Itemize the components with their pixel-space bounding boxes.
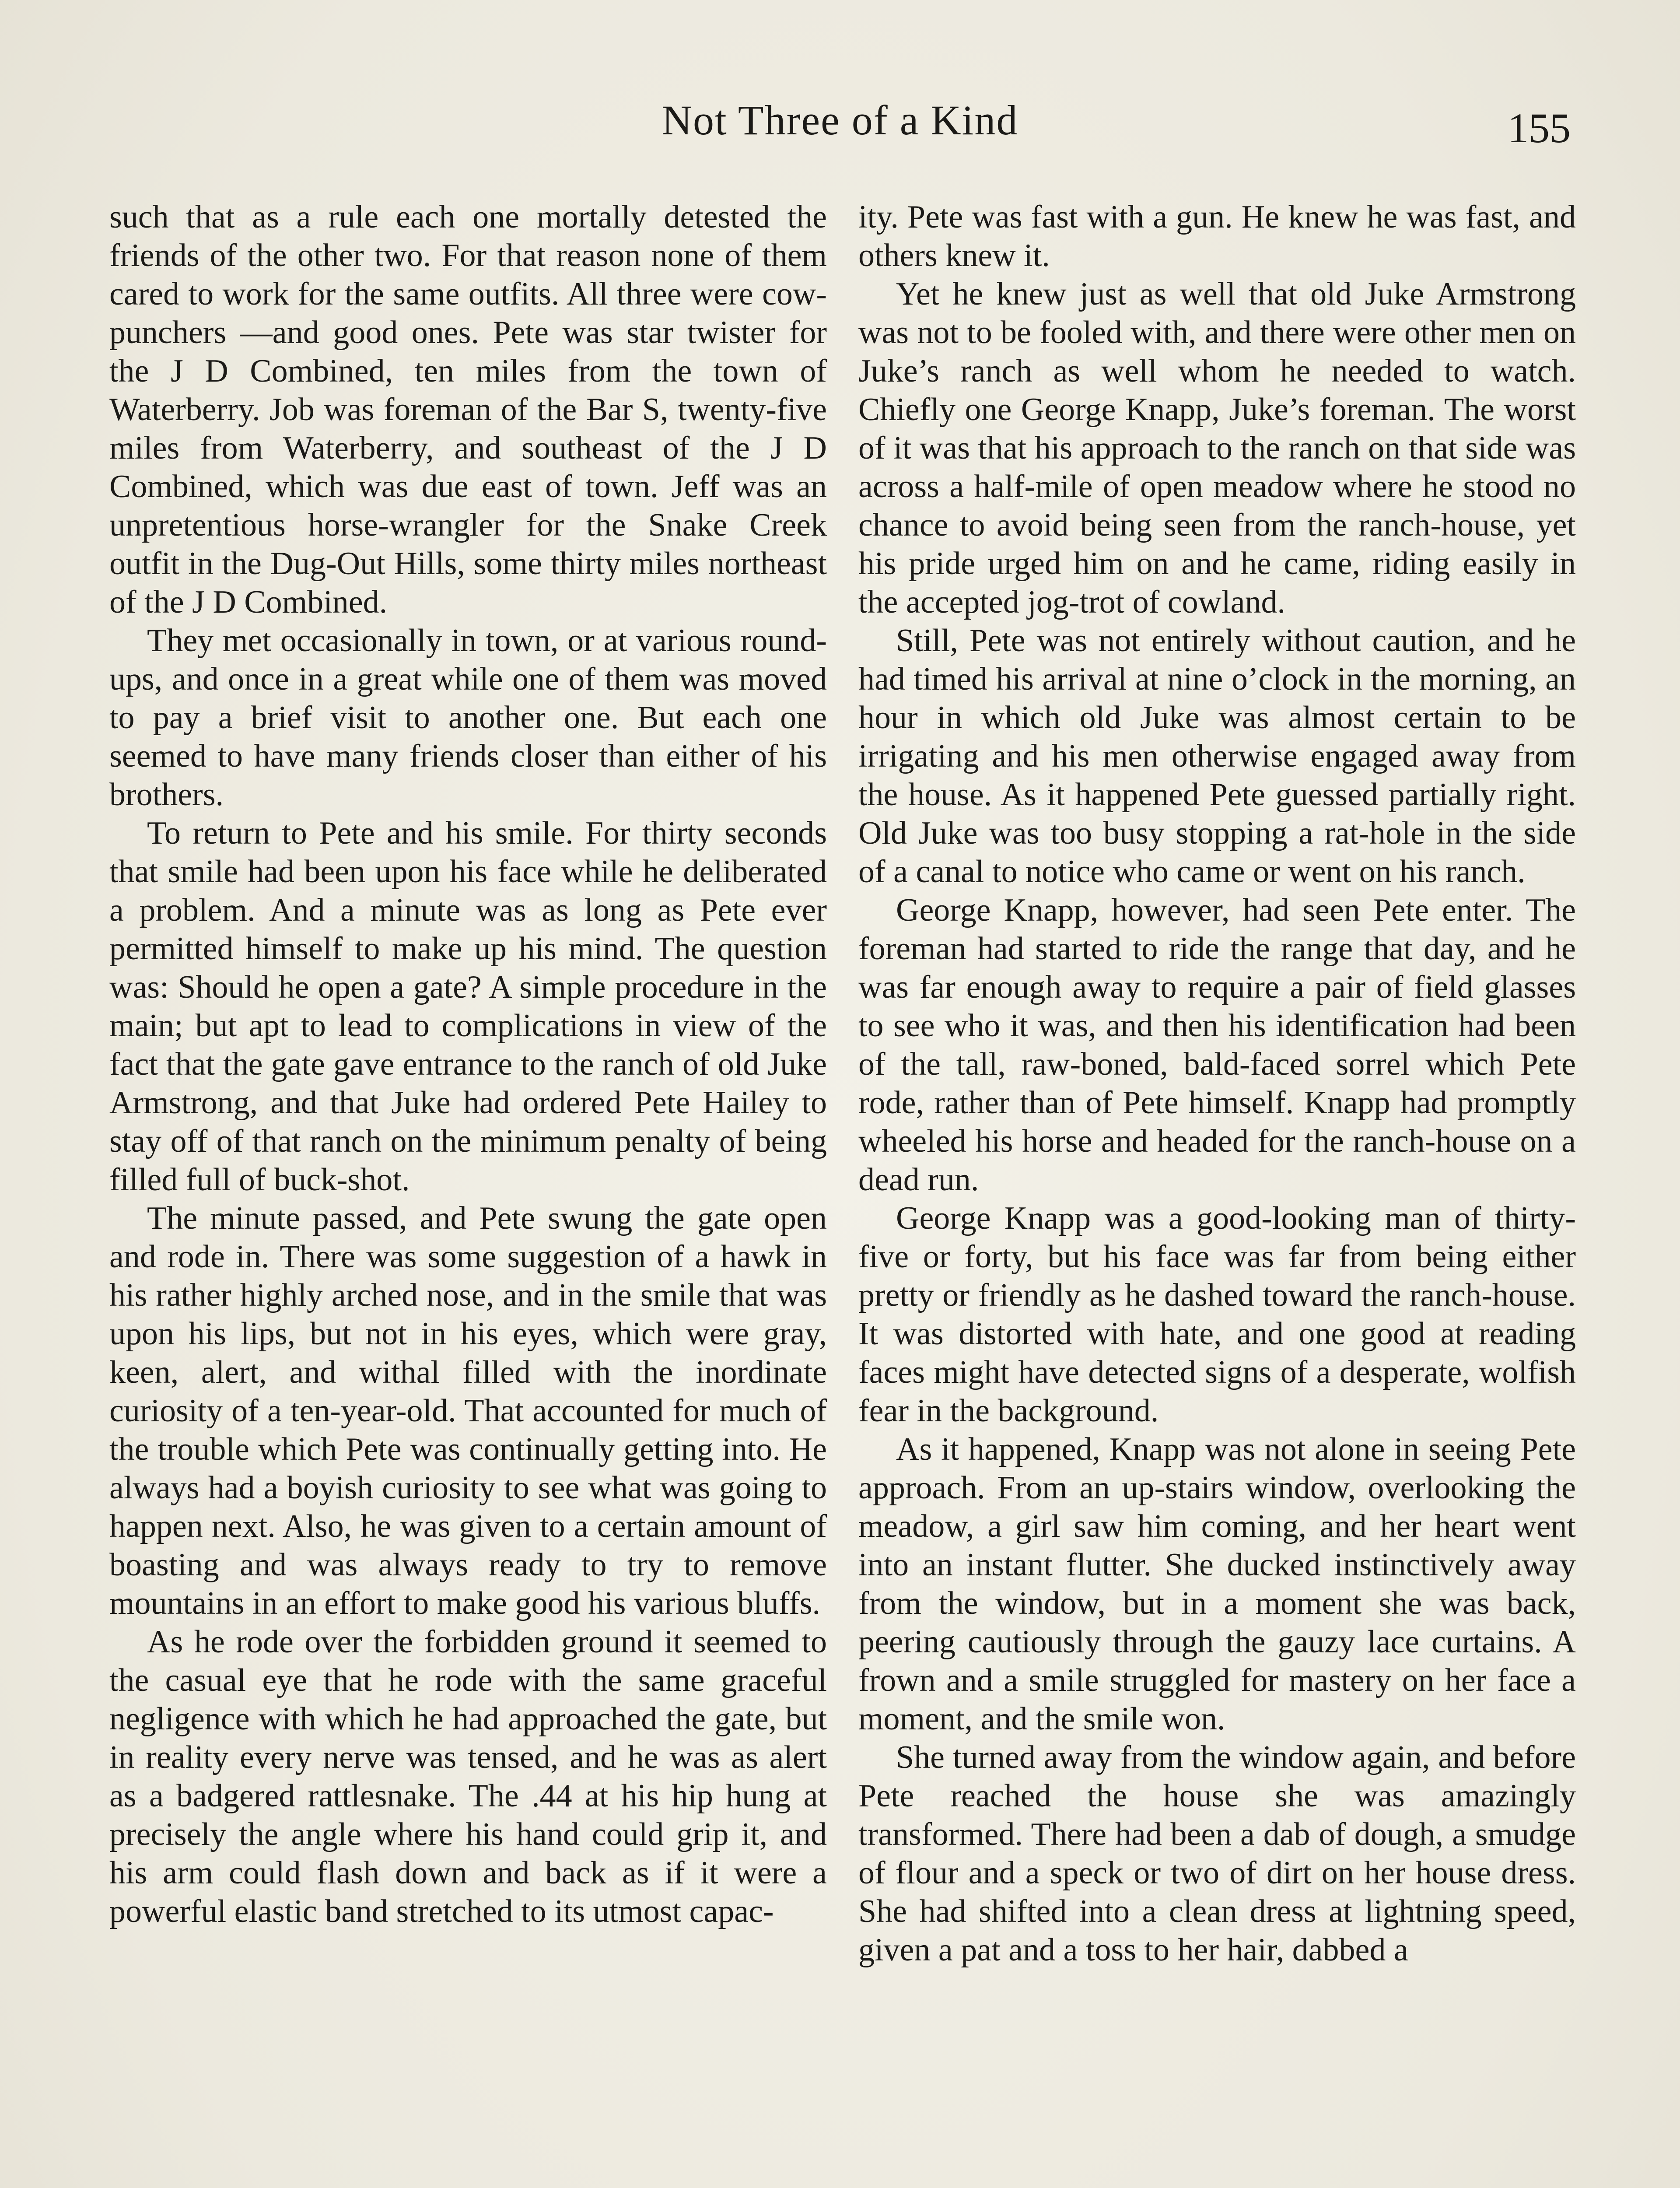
paragraph: As he rode over the forbidden ground it seemed to the casual eye that he rode with the same graceful negligence with which he had approached the gate, but in reality every nerve was tensed, and he was as alert as a badgered rattlesnake. The .44 at his hip hung at precisely the angle where his hand could grip it, and his arm could flash down and back as if it were a powerful elastic band stretched to its utmost capac-: [109, 1624, 827, 1929]
paragraph: As it happened, Knapp was not alone in seeing Pete approach. From an up-stairs window, overlooking the meadow, a girl saw him coming, and her heart went into an instant flutter. She ducked instinctively away from the window, but in a moment she was back, peering cautiously through the gauzy lace curtains. A frown and a smile struggled for mastery on her face a moment, and the smile won.: [858, 1431, 1576, 1737]
paragraph: Yet he knew just as well that old Juke Armstrong was not to be fooled with, and there were other men on Juke’s ranch as well whom he needed to watch. Chiefly one George Knapp, Juke’s foreman. The worst of it was that his approach to the ranch on that side was across a half-mile of open meadow where he stood no chance to avoid being seen from the ranch-house, yet his pride urged him on and he came, riding easily in the accepted jog-trot of cowland.: [858, 276, 1576, 620]
paragraph: To return to Pete and his smile. For thirty seconds that smile had been upon his face while he deliberated a problem. And a minute was as long as Pete ever permitted himself to make up his mind. The question was: Should he open a gate? A simple procedure in the main; but apt to lead to complications in view of the fact that the gate gave entrance to the ranch of old Juke Armstrong, and that Juke had ordered Pete Hailey to stay off of that ranch on the minimum penalty of being filled full of buck-shot.: [109, 815, 827, 1198]
paragraph: such that as a rule each one mortally detested the friends of the other two. For that reason none of them cared to work for the same outfits. All three were cow-punchers —and good ones. Pete was star twister for the J D Combined, ten miles from the town of Waterberry. Job was foreman of the Bar S, twenty-five miles from Waterberry, and southeast of the J D Combined, which was due east of town. Jeff was an unpretentious horse-wrangler for the Snake Creek outfit in the Dug-Out Hills, some thirty miles northeast of the J D Combined.: [109, 199, 827, 620]
right-column: [858, 198, 1576, 1969]
left-column: [109, 198, 827, 1931]
running-title: Not Three of a Kind: [662, 97, 1018, 144]
paragraph: They met occasionally in town, or at various round-ups, and once in a great while one of them was moved to pay a brief visit to another one. But each one seemed to have many friends closer than either of his brothers.: [109, 623, 827, 813]
paragraph: George Knapp was a good-looking man of thirty-five or forty, but his face was far from being either pretty or friendly as he dashed toward the ranch-house. It was distorted with hate, and one good at reading faces might have detected signs of a desperate, wolfish fear in the background.: [858, 1200, 1576, 1429]
page-number: 155: [1508, 105, 1571, 151]
paragraph: The minute passed, and Pete swung the gate open and rode in. There was some suggestion of a hawk in his rather highly arched nose, and in the smile that was upon his lips, but not in his eyes, which were gray, keen, alert, and withal filled with the inordinate curiosity of a ten-year-old. That accounted for much of the trouble which Pete was continually getting into. He always had a boyish curiosity to see what was going to happen next. Also, he was given to a certain amount of boasting and was always ready to try to remove mountains in an effort to make good his various bluffs.: [109, 1200, 827, 1621]
paragraph: ity. Pete was fast with a gun. He knew he was fast, and others knew it.: [858, 199, 1576, 274]
paragraph: George Knapp, however, had seen Pete enter. The foreman had started to ride the range that day, and he was far enough away to require a pair of field glasses to see who it was, and then his identification had been of the tall, raw-boned, bald-faced sorrel which Pete rode, rather than of Pete himself. Knapp had promptly wheeled his horse and headed for the ranch-house on a dead run.: [858, 892, 1576, 1198]
paragraph: Still, Pete was not entirely without caution, and he had timed his arrival at nine o’clock in the morning, an hour in which old Juke was almost certain to be irrigating and his men otherwise engaged away from the house. As it happened Pete guessed partially right. Old Juke was too busy stopping a rat-hole in the side of a canal to notice who came or went on his ranch.: [858, 623, 1576, 890]
paragraph: She turned away from the window again, and before Pete reached the house she was amazingly transformed. There had been a dab of dough, a smudge of flour and a speck or two of dirt on her house dress. She had shifted into a clean dress at lightning speed, given a pat and a toss to her hair, dabbed a: [858, 1739, 1576, 1968]
running-head: [0, 90, 1680, 151]
